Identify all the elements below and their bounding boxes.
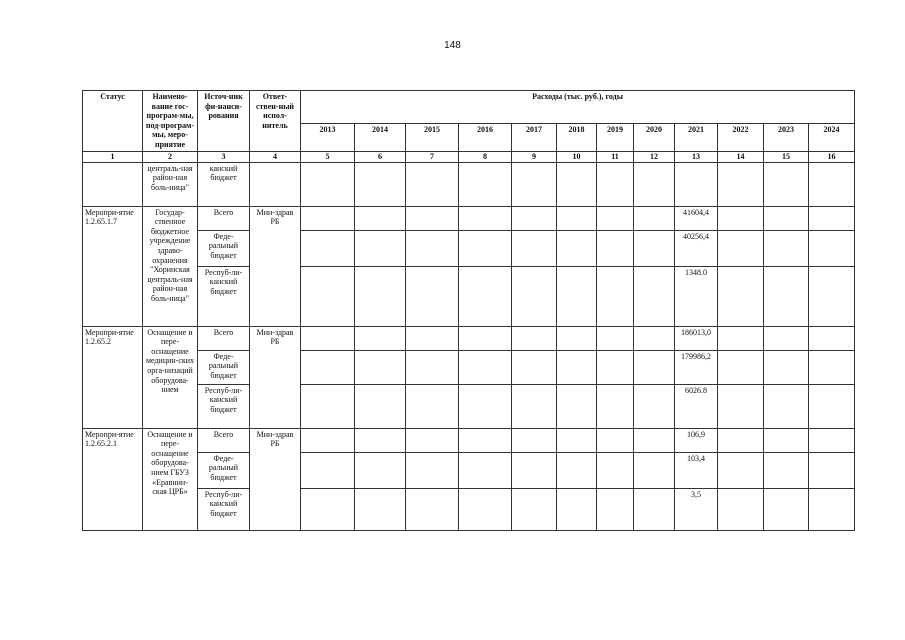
cell-year: [301, 162, 355, 206]
cell-year: [557, 428, 597, 452]
cell-year: [634, 350, 675, 384]
cell-year: [557, 452, 597, 488]
cell-year: [718, 266, 764, 326]
cell-year: [406, 206, 459, 230]
cell-value-2021: 6026.8: [675, 384, 718, 428]
header-year: 2013: [301, 124, 355, 152]
cell-year: [597, 266, 634, 326]
cell-year: [718, 428, 764, 452]
cell-year: [459, 326, 512, 350]
cell-source: Феде-ральный бюджет: [198, 350, 250, 384]
cell-year: [355, 488, 406, 530]
cell-year: [809, 206, 855, 230]
cell-year: [459, 350, 512, 384]
cell-year: [634, 266, 675, 326]
cell-year: [809, 326, 855, 350]
cell-year: [764, 488, 809, 530]
header-expenses: Расходы (тыс. руб.), годы: [301, 91, 855, 124]
header-year: 2018: [557, 124, 597, 152]
cell-year: [557, 266, 597, 326]
cell-year: [459, 488, 512, 530]
cell-year: [597, 452, 634, 488]
header-name: Наимено-вание гос-програм-мы, под-програм-мы, меро-приятие: [143, 91, 198, 152]
cell-year: [459, 428, 512, 452]
cell-year: [406, 266, 459, 326]
header-source: Источ-ник фи-нанси-рования: [198, 91, 250, 152]
cell-year: [355, 230, 406, 266]
cell-year: [809, 384, 855, 428]
column-number: 9: [512, 151, 557, 162]
column-number: 7: [406, 151, 459, 162]
cell-year: [512, 384, 557, 428]
cell-value-2021: 40256,4: [675, 230, 718, 266]
header-year: 2020: [634, 124, 675, 152]
column-number: 1: [83, 151, 143, 162]
header-year: 2024: [809, 124, 855, 152]
column-number: 2: [143, 151, 198, 162]
cell-year: [301, 428, 355, 452]
cell-year: [718, 162, 764, 206]
column-number: 5: [301, 151, 355, 162]
cell-value-2021: 186013,0: [675, 326, 718, 350]
cell-year: [557, 350, 597, 384]
cell-year: [459, 266, 512, 326]
cell-year: [597, 162, 634, 206]
cell-source: Всего: [198, 428, 250, 452]
cell-year: [557, 384, 597, 428]
cell-year: [301, 230, 355, 266]
cell-year: [675, 162, 718, 206]
header-year: 2017: [512, 124, 557, 152]
cell-source: Респуб-ли-канский бюджет: [198, 384, 250, 428]
cell-year: [597, 230, 634, 266]
column-number: 4: [250, 151, 301, 162]
cell-source: Всего: [198, 326, 250, 350]
cell-year: [406, 384, 459, 428]
cell-year: [764, 452, 809, 488]
column-number: 11: [597, 151, 634, 162]
page-number: 148: [444, 40, 461, 51]
column-numbers-row: [83, 151, 855, 162]
cell-year: [718, 230, 764, 266]
header-year: 2021: [675, 124, 718, 152]
cell-year: [355, 428, 406, 452]
cell-year: [718, 326, 764, 350]
column-number: 15: [764, 151, 809, 162]
cell-year: [634, 428, 675, 452]
table-row: [83, 230, 855, 266]
cell-year: [764, 206, 809, 230]
cell-year: [557, 162, 597, 206]
cell-year: [809, 452, 855, 488]
cell-year: [459, 206, 512, 230]
table-body: [83, 162, 855, 530]
header-year: 2014: [355, 124, 406, 152]
cell-year: [809, 488, 855, 530]
header-year: 2016: [459, 124, 512, 152]
cell-year: [597, 384, 634, 428]
cell-year: [764, 428, 809, 452]
cell-executor: Мин-здрав РБ: [250, 428, 301, 530]
cell-value-2021: 3,5: [675, 488, 718, 530]
cell-executor: Мин-здрав РБ: [250, 326, 301, 428]
table-row: [83, 428, 855, 452]
cell-year: [764, 266, 809, 326]
cell-year: [301, 452, 355, 488]
cell-year: [512, 162, 557, 206]
cell-name: Государ-ственное бюджетное учреждение здраво-охранения "Хоринская централь-ная район-ная боль-ница": [143, 206, 198, 326]
table-row: [83, 350, 855, 384]
cell-year: [809, 230, 855, 266]
cell-year: [301, 488, 355, 530]
cell-year: [809, 428, 855, 452]
cell-year: [512, 230, 557, 266]
cell-year: [355, 452, 406, 488]
cell-year: [355, 206, 406, 230]
cell-year: [718, 206, 764, 230]
cell-source: Респуб-ли-канский бюджет: [198, 266, 250, 326]
cell-year: [634, 384, 675, 428]
cell-year: [512, 488, 557, 530]
cell-name: централь-ная район-ная боль-ница": [143, 162, 198, 206]
column-number: 8: [459, 151, 512, 162]
cell-year: [301, 326, 355, 350]
cell-value-2021: 106,9: [675, 428, 718, 452]
cell-year: [355, 350, 406, 384]
cell-value-2021: 1348.0: [675, 266, 718, 326]
cell-source: Феде-ральный бюджет: [198, 230, 250, 266]
cell-year: [355, 266, 406, 326]
cell-year: [355, 326, 406, 350]
cell-year: [634, 206, 675, 230]
table-row: [83, 452, 855, 488]
cell-year: [406, 326, 459, 350]
cell-year: [597, 350, 634, 384]
cell-executor: [250, 162, 301, 206]
cell-name: Оснащение и пере-оснащение оборудова-нием ГБУЗ «Еравнин-ская ЦРБ»: [143, 428, 198, 530]
column-number: 6: [355, 151, 406, 162]
cell-year: [597, 488, 634, 530]
cell-year: [301, 350, 355, 384]
cell-year: [718, 488, 764, 530]
cell-year: [557, 230, 597, 266]
cell-year: [301, 266, 355, 326]
header-status: Статус: [83, 91, 143, 152]
cell-source: Респуб-ли-канский бюджет: [198, 488, 250, 530]
cell-year: [512, 206, 557, 230]
expenses-table: [82, 90, 855, 531]
cell-year: [512, 428, 557, 452]
cell-year: [459, 384, 512, 428]
header-year: 2022: [718, 124, 764, 152]
column-number: 3: [198, 151, 250, 162]
cell-year: [634, 488, 675, 530]
cell-year: [459, 162, 512, 206]
continuation-row: [83, 162, 855, 206]
cell-year: [597, 206, 634, 230]
cell-year: [557, 326, 597, 350]
cell-year: [764, 384, 809, 428]
table-row: [83, 384, 855, 428]
cell-year: [557, 488, 597, 530]
cell-year: [597, 326, 634, 350]
column-number: 13: [675, 151, 718, 162]
cell-source: Всего: [198, 206, 250, 230]
cell-year: [764, 230, 809, 266]
cell-year: [355, 384, 406, 428]
cell-name: Оснащение и пере-оснащение медицин-ских орга-низаций оборудова-нием: [143, 326, 198, 428]
header-year: 2019: [597, 124, 634, 152]
cell-year: [301, 206, 355, 230]
header-year: 2015: [406, 124, 459, 152]
cell-year: [406, 230, 459, 266]
cell-source: канский бюджет: [198, 162, 250, 206]
table-row: [83, 326, 855, 350]
column-number: 12: [634, 151, 675, 162]
cell-year: [809, 162, 855, 206]
cell-status: [83, 162, 143, 206]
cell-year: [459, 452, 512, 488]
cell-year: [355, 162, 406, 206]
cell-year: [406, 350, 459, 384]
header-year: 2023: [764, 124, 809, 152]
column-number: 16: [809, 151, 855, 162]
cell-executor: Мин-здрав РБ: [250, 206, 301, 326]
cell-year: [512, 350, 557, 384]
cell-year: [764, 162, 809, 206]
cell-year: [764, 350, 809, 384]
cell-year: [764, 326, 809, 350]
cell-year: [459, 230, 512, 266]
cell-status: Меропри-ятие 1.2.65.1.7: [83, 206, 143, 326]
cell-year: [557, 206, 597, 230]
cell-year: [634, 452, 675, 488]
cell-year: [512, 266, 557, 326]
cell-year: [406, 488, 459, 530]
cell-year: [718, 384, 764, 428]
cell-value-2021: 179986,2: [675, 350, 718, 384]
cell-year: [406, 428, 459, 452]
cell-status: Меропри-ятие 1.2.65.2: [83, 326, 143, 428]
cell-year: [406, 162, 459, 206]
cell-year: [406, 452, 459, 488]
cell-value-2021: 41604,4: [675, 206, 718, 230]
cell-year: [512, 326, 557, 350]
cell-year: [512, 452, 557, 488]
cell-year: [718, 452, 764, 488]
header-executor: Ответ-ствен-ный испол-нитель: [250, 91, 301, 152]
table-row: [83, 266, 855, 326]
cell-year: [809, 350, 855, 384]
cell-year: [634, 230, 675, 266]
cell-value-2021: 103,4: [675, 452, 718, 488]
cell-year: [718, 350, 764, 384]
cell-year: [301, 384, 355, 428]
cell-year: [634, 162, 675, 206]
cell-year: [809, 266, 855, 326]
cell-status: Меропри-ятие 1.2.65.2.1: [83, 428, 143, 530]
column-number: 14: [718, 151, 764, 162]
table-row: [83, 488, 855, 530]
cell-year: [634, 326, 675, 350]
cell-year: [597, 428, 634, 452]
table-row: [83, 206, 855, 230]
cell-source: Феде-ральный бюджет: [198, 452, 250, 488]
column-number: 10: [557, 151, 597, 162]
